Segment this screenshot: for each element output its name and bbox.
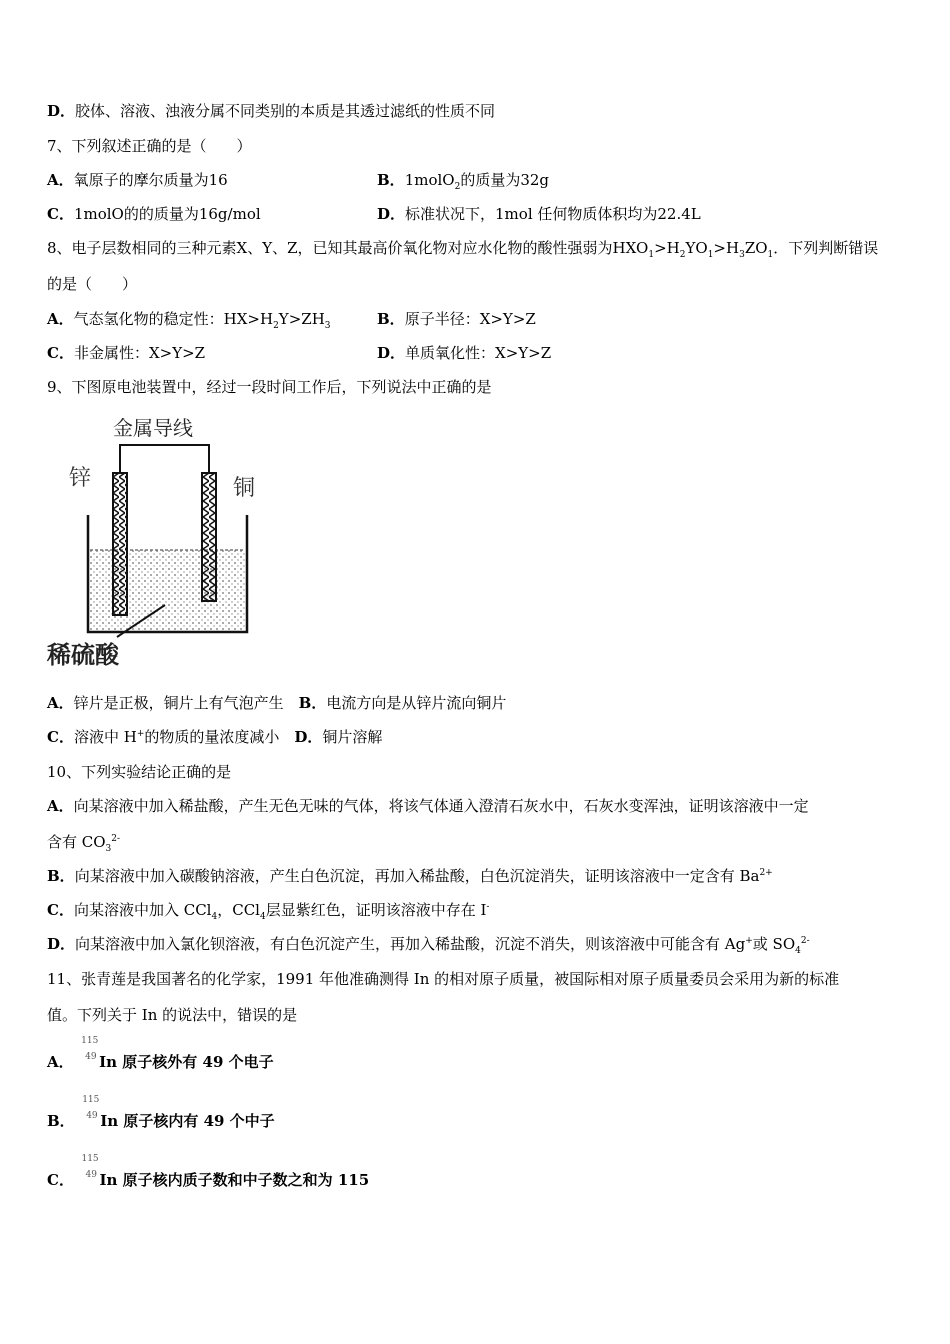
indium-isotope-notation: 115 49 bbox=[81, 1036, 99, 1062]
q9-options-ab: A．锌片是正极，铜片上有气泡产生 B．电流方向是从锌片流向铜片 bbox=[47, 694, 507, 712]
q9-stem: 9、下图原电池装置中，经过一段时间工作后，下列说法中正确的是 bbox=[47, 378, 492, 396]
galvanic-cell-figure bbox=[47, 405, 277, 675]
galvanic-cell-diagram bbox=[47, 405, 277, 675]
q7-option-b: B．1molO$_2$的质量为32g bbox=[377, 171, 550, 192]
q7-stem: 7、下列叙述正确的是（ ） bbox=[47, 137, 252, 155]
copper-label: 铜 bbox=[233, 476, 256, 501]
wire-label: 金属导线 bbox=[113, 416, 193, 440]
q11-option-c: C． 115 49 In 原子核内质子数和中子数之和为 115 bbox=[47, 1154, 370, 1189]
q7-option-d: D．标准状况下，1mol 任何物质体积均为22.4L bbox=[377, 205, 701, 223]
q10-stem: 10、下列实验结论正确的是 bbox=[47, 763, 232, 781]
indium-isotope-notation: 115 49 bbox=[81, 1154, 99, 1180]
q11-option-a: A． 115 49 In 原子核外有 49 个电子 bbox=[47, 1036, 274, 1071]
q11-option-b: B． 115 49 In 原子核内有 49 个中子 bbox=[47, 1095, 275, 1130]
q8-stem-cont: 的是（ ） bbox=[47, 275, 138, 293]
q11-stem-cont: 值。下列关于 In 的说法中，错误的是 bbox=[47, 1006, 298, 1024]
q8-option-d: D．单质氧化性：X>Y>Z bbox=[377, 344, 552, 362]
q9-options-cd: C．溶液中 H+的物质的量浓度减小 D．铜片溶解 bbox=[47, 728, 383, 746]
metal-wire bbox=[120, 445, 209, 473]
q8-stem: 8、电子层数相同的三种元素X、Y、Z，已知其最高价氧化物对应水化物的酸性强弱为$HXO_1>H_2YO_1>H_3ZO_1$．下列判断错误 bbox=[47, 239, 879, 260]
q7-option-a: A．氧原子的摩尔质量为16 bbox=[47, 171, 228, 189]
q8-option-b: B．原子半径：X>Y>Z bbox=[377, 310, 536, 328]
q10-option-c: C．向某溶液中加入 CCl$_4$，CCl$_4$层显紫红色，证明该溶液中存在 I- bbox=[47, 901, 490, 922]
q11-stem: 11、张青莲是我国著名的化学家，1991 年他准确测得 In 的相对原子质量，被国际相对原子质量委员会采用为新的标准 bbox=[47, 970, 840, 988]
q10-option-b: B．向某溶液中加入碳酸钠溶液，产生白色沉淀，再加入稀盐酸，白色沉淀消失，证明该溶液中一定含有 $Ba^{2+}$ bbox=[47, 867, 773, 885]
copper-electrode bbox=[202, 473, 216, 601]
q7-option-c: C．1molO的的质量为16g/mol bbox=[47, 205, 261, 223]
zinc-electrode bbox=[113, 473, 127, 615]
q10-option-a-cont: 含有 $CO_3^{2-}$ bbox=[47, 833, 121, 854]
q10-option-a: A．向某溶液中加入稀盐酸，产生无色无味的气体，将该气体通入澄清石灰水中，石灰水变浑浊，证明该溶液中一定 bbox=[47, 797, 809, 815]
q8-option-a: A．气态氢化物的稳定性：$HX>H_2Y>ZH_3$ bbox=[47, 310, 331, 331]
q10-option-d: D．向某溶液中加入氯化钡溶液，有白色沉淀产生，再加入稀盐酸，沉淀不消失，则该溶液中可能含有 Ag+或 $SO_4^{2-}$ bbox=[47, 935, 810, 956]
acid-label: 稀硫酸 bbox=[47, 640, 119, 669]
zinc-label: 锌 bbox=[69, 466, 92, 491]
q8-option-c: C．非金属性：X>Y>Z bbox=[47, 344, 206, 362]
q6-option-d: D．胶体、溶液、浊液分属不同类别的本质是其透过滤纸的性质不同 bbox=[47, 102, 496, 120]
indium-isotope-notation: 115 49 bbox=[82, 1095, 100, 1121]
